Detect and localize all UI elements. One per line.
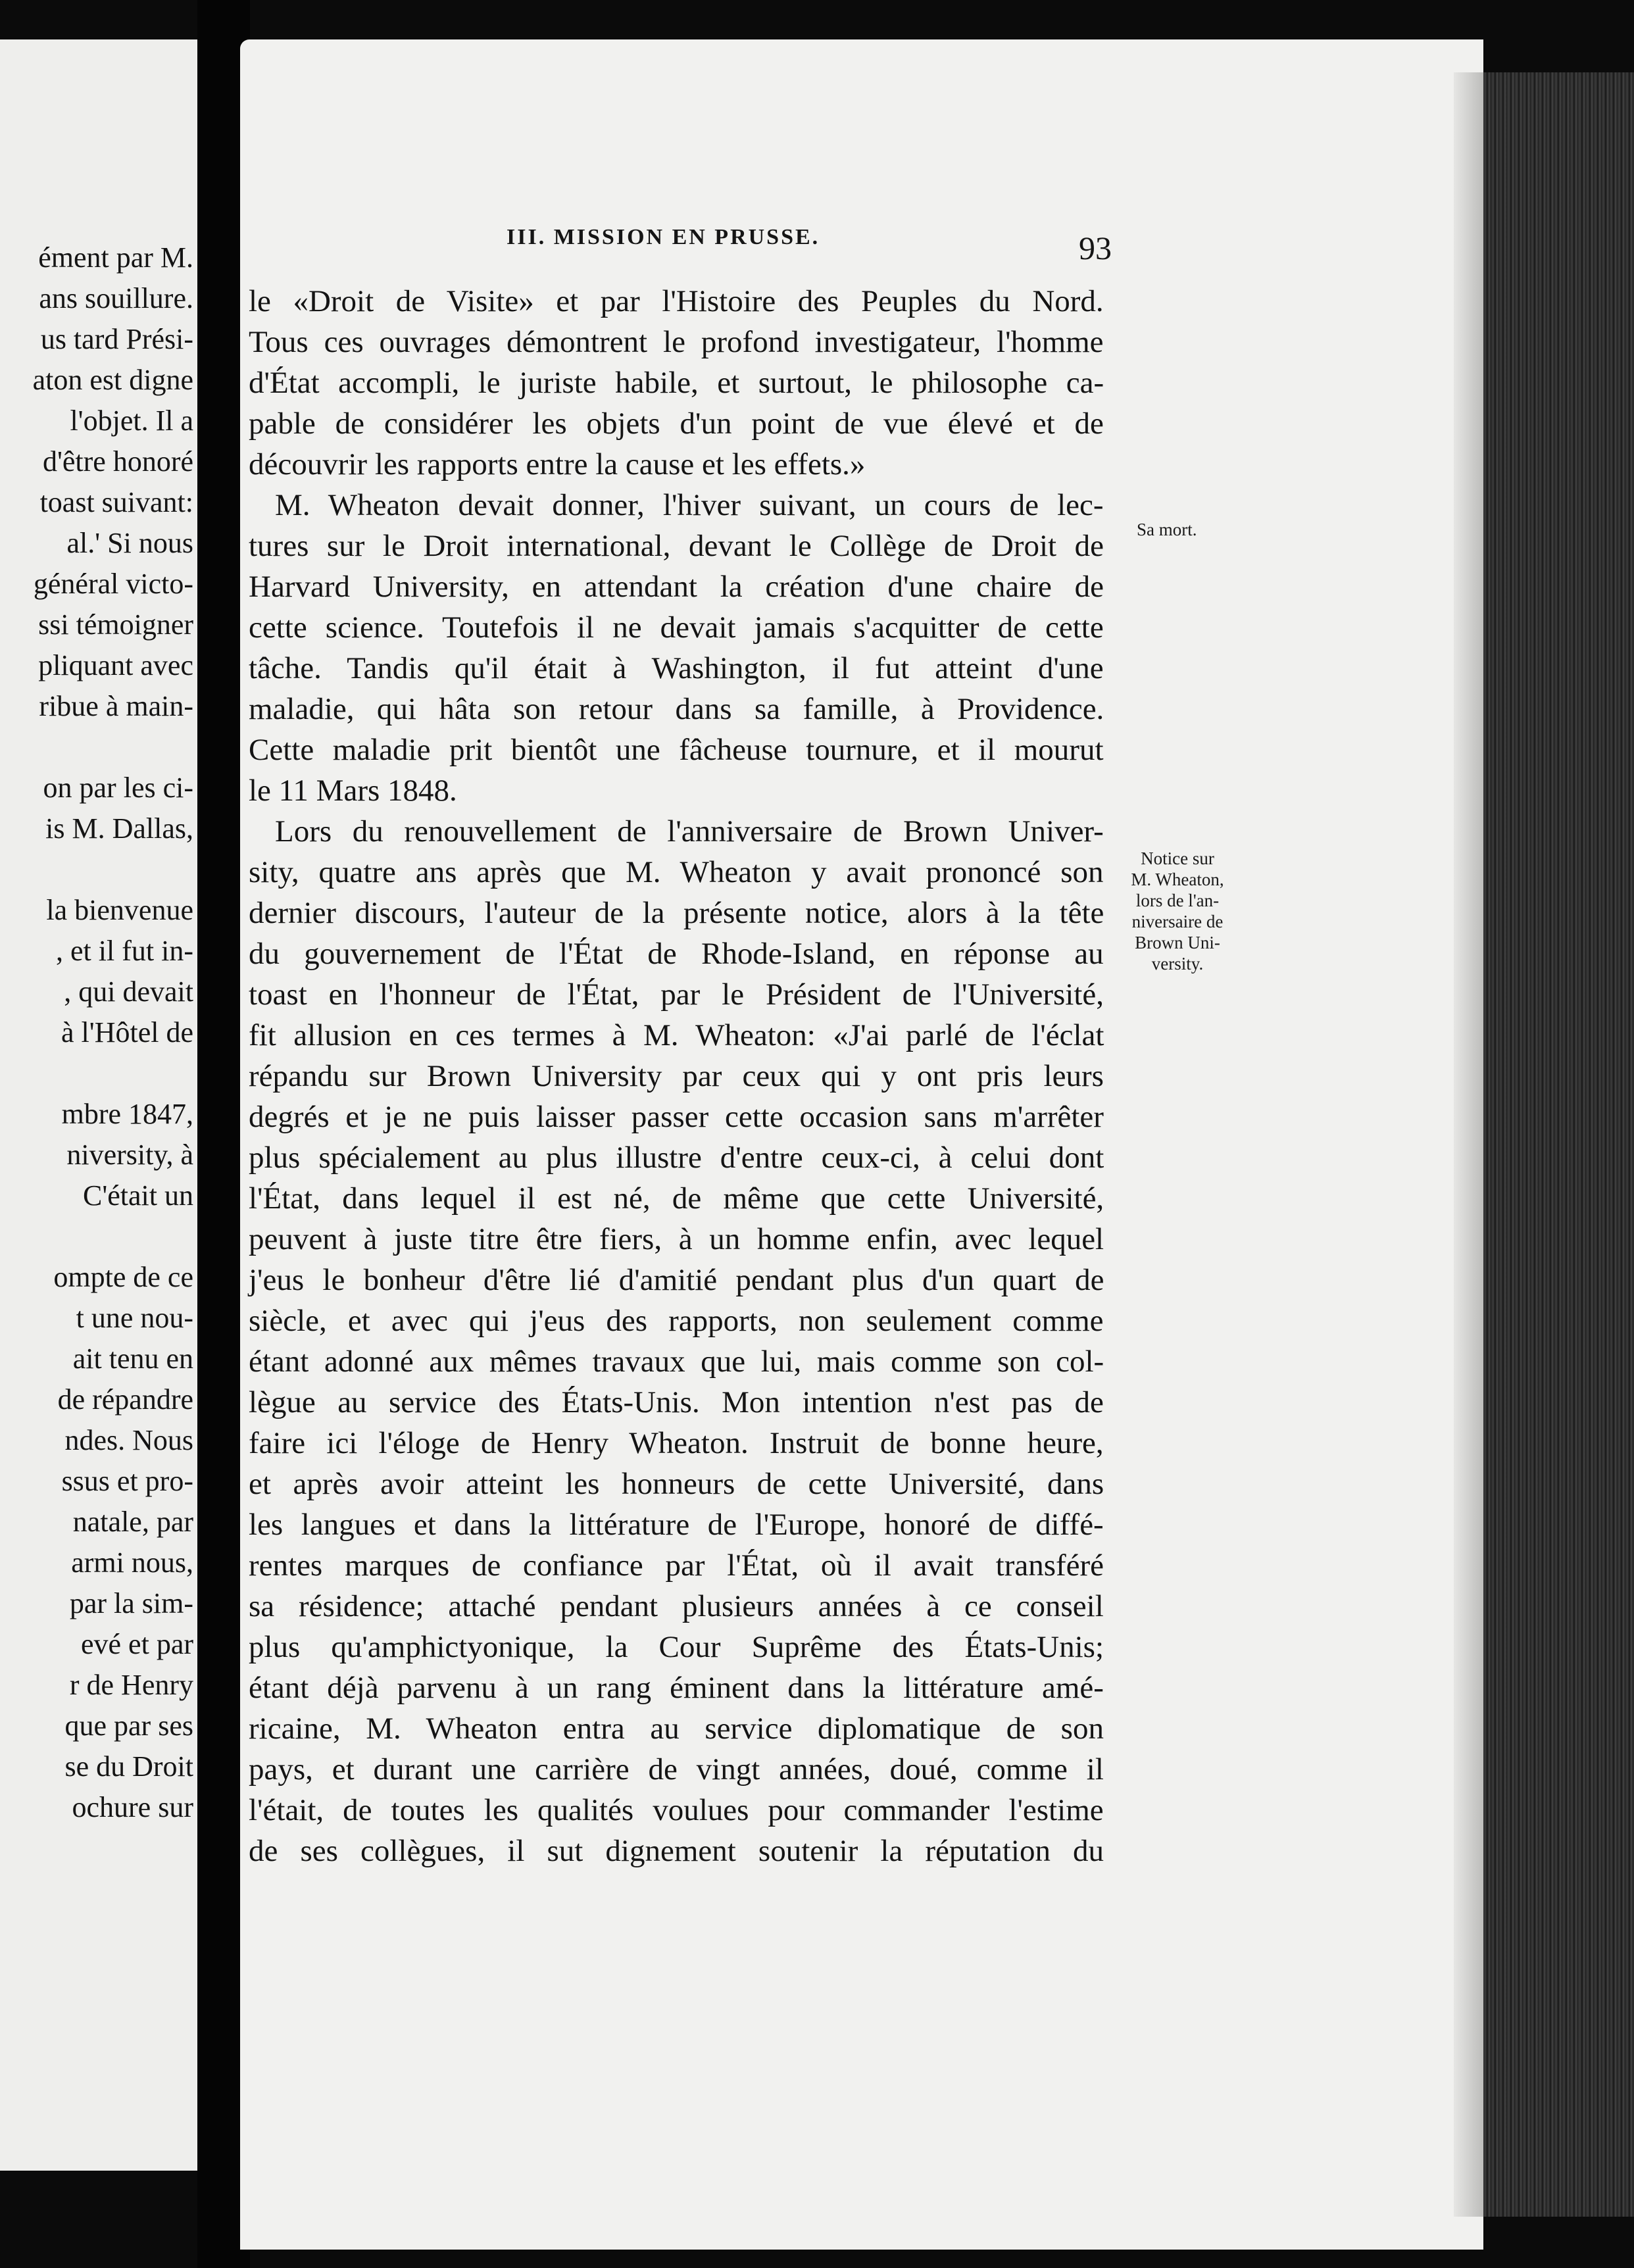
body-line: découvrir les rapports entre la cause et les effets.» [249,447,866,481]
body-line: d'État accompli, le juriste habile, et surtout, le philosophe ca- [249,366,1104,400]
body-line: sity, quatre ans après que M. Wheaton y avait prononcé son [249,855,1104,889]
body-line: de ses collègues, il sut dignement soutenir la réputation du [249,1834,1104,1868]
left-page-line: de répandre [57,1383,193,1416]
left-page-line: niversity, à [66,1139,193,1171]
body-line: lègue au service des États-Unis. Mon intention n'est pas de [249,1385,1104,1419]
body-line: et après avoir atteint les honneurs de cette Université, dans [249,1467,1104,1501]
left-page-line: l'objet. Il a [70,405,193,437]
body-line: plus spécialement au plus illustre d'entre ceux-ci, à celui dont [249,1141,1104,1175]
margin-note-line: niversaire de [1131,912,1224,931]
left-page-line: evé et par [81,1628,193,1660]
left-page-line: is M. Dallas, [45,812,193,845]
left-page-line: t une nou- [76,1302,193,1334]
body-line: siècle, et avec qui j'eus des rapports, non seulement comme [249,1304,1104,1338]
left-page-line: se du Droit [64,1750,193,1783]
page-number: 93 [1079,230,1112,266]
body-line: l'était, de toutes les qualités voulues pour commander l'estime [249,1793,1104,1827]
body-line: Lors du renouvellement de l'anniversaire de Brown Univer- [275,814,1104,849]
body-line: cette science. Toutefois il ne devait jamais s'acquitter de cette [249,610,1104,645]
body-line: toast en l'honneur de l'État, par le Président de l'Université, [249,977,1104,1012]
margin-note-sa-mort: Sa mort. [1137,520,1197,539]
margin-note-line: versity. [1151,954,1204,974]
left-page-line: ément par M. [38,241,193,274]
left-page-line: ndes. Nous [64,1424,193,1456]
margin-note-line: Brown Uni- [1135,933,1220,952]
left-page-line: pliquant avec [38,649,193,681]
left-page-line: par la sim- [69,1587,193,1619]
left-page-line: ans souillure. [39,282,193,314]
body-line: tures sur le Droit international, devant le Collège de Droit de [249,529,1104,563]
left-page-fragment [0,39,197,2171]
margin-note-line: Notice sur [1141,849,1214,868]
body-line: maladie, qui hâta son retour dans sa famille, à Providence. [249,692,1104,726]
body-line: dernier discours, l'auteur de la présente notice, alors à la tête [249,896,1104,930]
body-line: pable de considérer les objets d'un point de vue élevé et de [249,407,1104,441]
left-page-line: ssus et pro- [61,1465,193,1497]
left-page-line: ait tenu en [72,1343,193,1375]
margin-note-line: M. Wheaton, [1131,870,1224,889]
left-page-line: armi nous, [71,1546,193,1579]
left-page-line: toast suivant: [39,486,193,518]
left-page-line: on par les ci- [43,772,193,804]
body-line: le 11 Mars 1848. [249,774,457,808]
left-page-line: ompte de ce [53,1261,193,1293]
left-page-line: , qui devait [64,975,193,1008]
body-line: les langues et dans la littérature de l'Europe, honoré de diffé- [249,1508,1104,1542]
left-page-line: d'être honoré [42,445,193,478]
body-line: fit allusion en ces termes à M. Wheaton: «J'ai parlé de l'éclat [249,1018,1104,1052]
body-line: étant adonné aux mêmes travaux que lui, mais comme son col- [249,1344,1104,1379]
left-page-line: , et il fut in- [56,935,193,967]
left-page-line: la bienvenue [46,894,193,926]
left-page-line: r de Henry [69,1669,193,1701]
body-line: Tous ces ouvrages démontrent le profond investigateur, l'homme [249,325,1104,359]
left-page-line: ochure sur [72,1791,193,1823]
left-page-line: général victo- [33,568,193,600]
running-title: III. MISSION EN PRUSSE. [507,225,820,249]
left-page-line: us tard Prési- [40,323,193,355]
body-line: rentes marques de confiance par l'État, où il avait transféré [249,1548,1104,1583]
body-line: répandu sur Brown University par ceux qui y ont pris leurs [249,1059,1104,1093]
body-line: le «Droit de Visite» et par l'Histoire des Peuples du Nord. [249,284,1104,318]
body-line: pays, et durant une carrière de vingt années, doué, comme il [249,1752,1104,1787]
left-page-line: natale, par [72,1506,193,1538]
body-line: Cette maladie prit bientôt une fâcheuse tournure, et il mourut [249,733,1104,767]
left-page-line: que par ses [64,1710,193,1742]
body-line: M. Wheaton devait donner, l'hiver suivant, un cours de lec- [275,488,1104,522]
page-stack-edge [1454,72,1483,2217]
body-line: sa résidence; attaché pendant plusieurs années à ce conseil [249,1589,1104,1623]
body-line: plus qu'amphictyonique, la Cour Suprême des États-Unis; [249,1630,1104,1664]
body-line: l'État, dans lequel il est né, de même que cette Université, [249,1181,1104,1216]
body-line: j'eus le bonheur d'être lié d'amitié pendant plus d'un quart de [249,1263,1104,1297]
body-line: tâche. Tandis qu'il était à Washington, il fut atteint d'une [249,651,1104,685]
left-page-line: C'était un [82,1179,193,1212]
left-page-line: mbre 1847, [61,1098,193,1130]
book-fore-edge [1483,72,1634,2217]
body-line: faire ici l'éloge de Henry Wheaton. Instruit de bonne heure, [249,1426,1104,1460]
left-page-line: ribue à main- [39,690,193,722]
body-line: degrés et je ne puis laisser passer cette occasion sans m'arrêter [249,1100,1104,1134]
left-page-line: à l'Hôtel de [61,1016,193,1048]
body-line: peuvent à juste titre être fiers, à un homme enfin, avec lequel [249,1222,1104,1256]
margin-note-line: lors de l'an- [1135,891,1220,910]
body-line: ricaine, M. Wheaton entra au service diplomatique de son [249,1712,1104,1746]
body-line: du gouvernement de l'État de Rhode-Island, en réponse au [249,937,1104,971]
left-page-line: al.' Si nous [66,527,193,559]
left-page-line: ssi témoigner [38,608,193,641]
body-line: étant déjà parvenu à un rang éminent dans la littérature amé- [249,1671,1104,1705]
body-line: Harvard University, en attendant la création d'une chaire de [249,570,1104,604]
left-page-line: aton est digne [32,364,193,396]
